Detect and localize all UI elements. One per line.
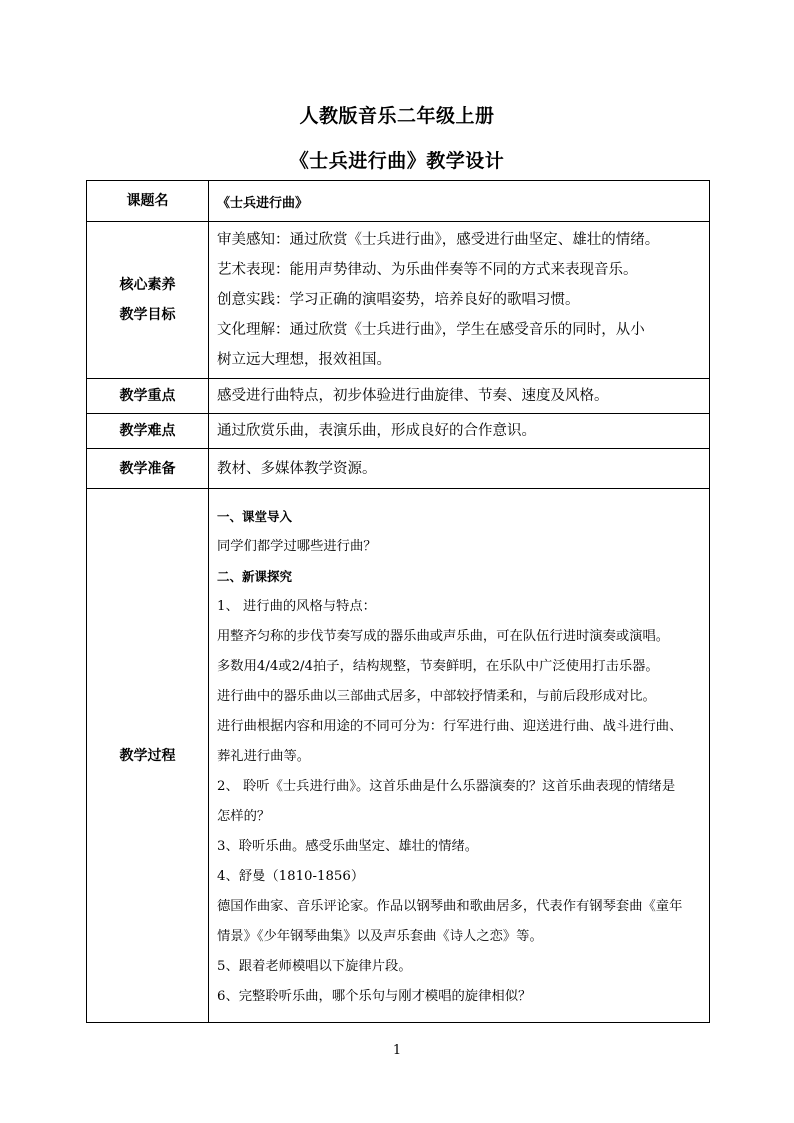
table-row-difficulties: [87, 414, 710, 449]
course-label: 课题名: [87, 181, 209, 222]
goal-culture: 文化理解：通过欣赏《士兵进行曲》，学生在感受音乐的同时，从小: [217, 322, 645, 338]
document-subtitle: 《士兵进行曲》教学设计: [289, 150, 505, 172]
document-title: 人教版音乐二年级上册: [299, 105, 495, 127]
process-line: 多数用4/4或2/4拍子，结构规整，节奏鲜明，在乐队中广泛使用打击乐器。: [217, 659, 659, 674]
process-line: 3、聆听乐曲。感受乐曲坚定、雄壮的情绪。: [217, 839, 479, 854]
process-line: 用整齐匀称的步伐节奏写成的器乐曲或声乐曲，可在队伍行进时演奏或演唱。: [217, 629, 670, 644]
process-heading-intro: 一、课堂导入: [217, 509, 293, 524]
difficulties-value-cell: [209, 414, 710, 449]
lesson-plan-table: [86, 180, 710, 1023]
table-row-process: [87, 489, 710, 1023]
difficulties-label: 教学难点: [87, 414, 209, 449]
preparation-value-cell: [209, 449, 710, 489]
goal-aesthetic: 审美感知：通过欣赏《士兵进行曲》，感受进行曲坚定、雄壮的情绪。: [217, 232, 660, 248]
difficulties-value: 通过欣赏乐曲，表演乐曲，形成良好的合作意识。: [217, 423, 536, 439]
goal-creative: 创意实践：学习正确的演唱姿势，培养良好的歌唱习惯。: [217, 292, 580, 308]
key-points-value-cell: [209, 379, 710, 414]
process-line: 进行曲根据内容和用途的不同可分为：行军进行曲、迎送进行曲、战斗进行曲、: [217, 719, 683, 734]
process-heading-explore: 二、新课探究: [217, 569, 293, 584]
table-row-course: [87, 181, 710, 222]
course-value-cell: [209, 181, 710, 222]
goal-culture-cont: 树立远大理想，报效祖国。: [217, 352, 391, 368]
process-line: 同学们都学过哪些进行曲？: [217, 539, 377, 554]
process-line: 葬礼进行曲等。: [217, 749, 311, 764]
process-line: 1、 进行曲的风格与特点：: [217, 599, 376, 614]
goals-label: [87, 222, 209, 379]
course-value: 《士兵进行曲》: [217, 195, 309, 211]
process-line: 2、 聆听《士兵进行曲》。这首乐曲是什么乐器演奏的？这首乐曲表现的情绪是: [217, 779, 676, 794]
goals-label-line2: 教学目标: [119, 307, 176, 323]
table-row-preparation: [87, 449, 710, 489]
process-line: 6、完整聆听乐曲，哪个乐句与刚才模唱的旋律相似？: [217, 989, 532, 1004]
goals-content: [209, 222, 710, 379]
process-label: 教学过程: [87, 489, 209, 1023]
preparation-value: 教材、多媒体教学资源。: [217, 460, 377, 477]
goal-expression: 艺术表现：能用声势律动、为乐曲伴奏等不同的方式来表现音乐。: [217, 262, 638, 278]
process-line: 进行曲中的器乐曲以三部曲式居多，中部较抒情柔和，与前后段形成对比。: [217, 689, 656, 704]
process-line: 情景》《少年钢琴曲集》以及声乐套曲《诗人之恋》等。: [217, 929, 543, 944]
preparation-label: 教学准备: [87, 449, 209, 489]
goals-label-line1: 核心素养: [119, 277, 176, 293]
table-row-goals: [87, 222, 710, 379]
key-points-value: 感受进行曲特点，初步体验进行曲旋律、节奏、速度及风格。: [217, 388, 609, 404]
process-line: 怎样的？: [217, 809, 271, 824]
page-number: 1: [392, 1043, 402, 1058]
process-line: 4、舒曼（1810-1856）: [217, 869, 365, 884]
process-line: 5、跟着老师模唱以下旋律片段。: [217, 959, 412, 974]
table-row-key-points: [87, 379, 710, 414]
key-points-label: 教学重点: [87, 379, 209, 414]
process-content: [209, 489, 710, 1023]
process-line: 德国作曲家、音乐评论家。作品以钢琴曲和歌曲居多，代表作有钢琴套曲《童年: [217, 899, 683, 914]
